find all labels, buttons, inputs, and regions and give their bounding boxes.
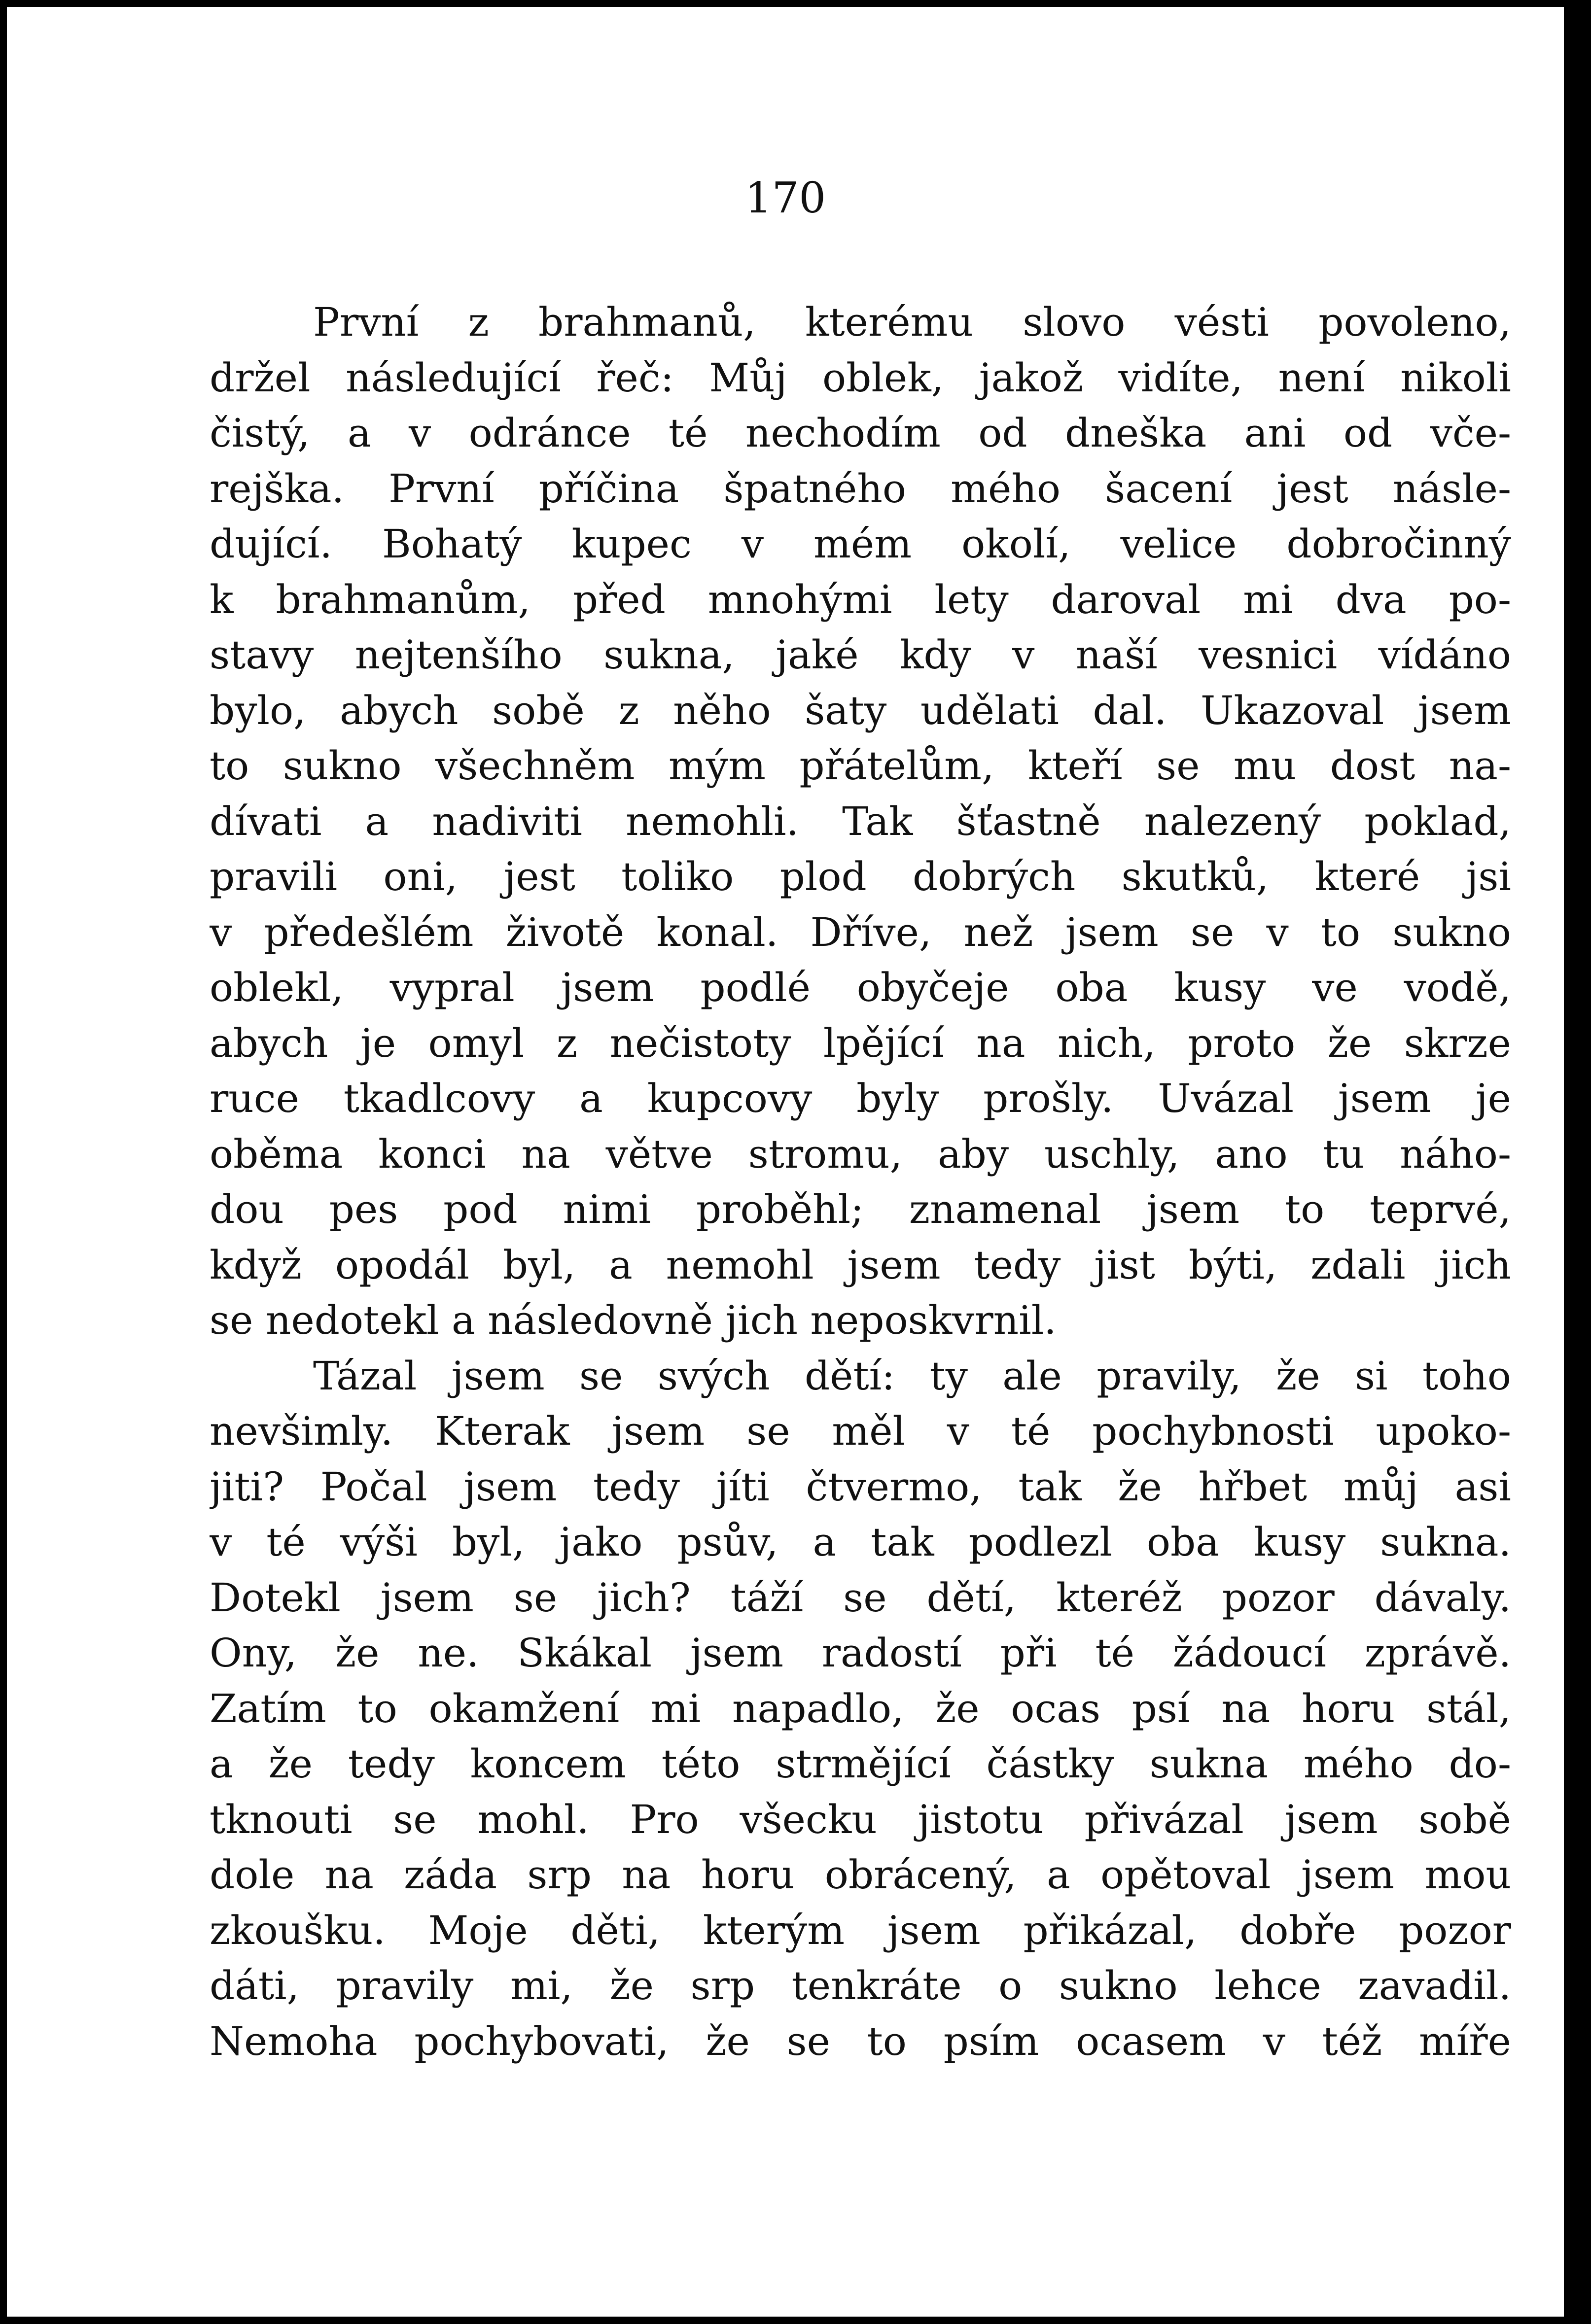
text-line: pravili oni, jest toliko plod dobrých skutků, které jsi	[210, 854, 1511, 900]
text-line: Zatím to okamžení mi napadlo, že ocas psí na horu stál,	[210, 1685, 1511, 1732]
text-line: čistý, a v odránce té nechodím od dneška ani od vče-	[210, 410, 1511, 456]
text-line: Dotekl jsem se jich? táží se dětí, kteréž pozor dávaly.	[210, 1574, 1511, 1621]
book-page	[7, 7, 1564, 2317]
text-line: se nedotekl a následovně jich neposkvrnil.	[210, 1297, 1057, 1343]
text-line: rejška. První příčina špatného mého šacení jest násle-	[210, 465, 1511, 512]
text-line: když opodál byl, a nemohl jsem tedy jist býti, zdali jich	[210, 1242, 1511, 1288]
text-line: dou pes pod nimi proběhl; znamenal jsem to teprvé,	[210, 1186, 1511, 1232]
text-line: dívati a nadiviti nemohli. Tak šťastně nalezený poklad,	[210, 798, 1511, 844]
text-line: Ony, že ne. Skákal jsem radostí při té žádoucí zprávě.	[210, 1630, 1511, 1676]
text-line: jiti? Počal jsem tedy jíti čtvermo, tak že hřbet můj asi	[210, 1463, 1511, 1510]
text-line: držel následující řeč: Můj oblek, jakož vidíte, není nikoli	[210, 354, 1511, 401]
text-line: v předešlém životě konal. Dříve, než jsem se v to sukno	[210, 909, 1511, 955]
text-line: tknouti se mohl. Pro všecku jistotu přivázal jsem sobě	[210, 1796, 1511, 1842]
text-line: v té výši byl, jako psův, a tak podlezl oba kusy sukna.	[210, 1519, 1511, 1565]
text-line: to sukno všechněm mým přátelům, kteří se mu dost na-	[210, 743, 1511, 789]
text-line: Nemoha pochybovati, že se to psím ocasem v též míře	[210, 2018, 1511, 2064]
text-line: stavy nejtenšího sukna, jaké kdy v naší vesnici vídáno	[210, 632, 1511, 678]
text-line: abych je omyl z nečistoty lpějící na nich, proto že skrze	[210, 1020, 1511, 1066]
text-line: oběma konci na větve stromu, aby uschly, ano tu náho-	[210, 1131, 1511, 1177]
text-line: nevšimly. Kterak jsem se měl v té pochybnosti upoko-	[210, 1408, 1511, 1454]
page-number: 170	[744, 173, 826, 223]
text-line: dující. Bohatý kupec v mém okolí, velice dobročinný	[210, 521, 1511, 567]
body-text	[210, 295, 1511, 2069]
text-line: dáti, pravily mi, že srp tenkráte o sukno lehce zavadil.	[210, 1963, 1511, 2009]
text-line: oblekl, vypral jsem podlé obyčeje oba kusy ve vodě,	[210, 965, 1511, 1010]
text-line: zkoušku. Moje děti, kterým jsem přikázal, dobře pozor	[210, 1907, 1511, 1953]
text-line: Tázal jsem se svých dětí: ty ale pravily, že si toho	[313, 1353, 1511, 1399]
text-line: První z brahmanů, kterému slovo vésti povoleno,	[313, 299, 1511, 345]
text-line: dole na záda srp na horu obrácený, a opětoval jsem mou	[210, 1852, 1511, 1898]
text-line: a že tedy koncem této strmějící částky sukna mého do-	[210, 1741, 1511, 1787]
text-line: k brahmanům, před mnohými lety daroval mi dva po-	[210, 576, 1511, 623]
text-line: bylo, abych sobě z něho šaty udělati dal. Ukazoval jsem	[210, 687, 1511, 733]
text-line: ruce tkadlcovy a kupcovy byly prošly. Uvázal jsem je	[210, 1075, 1511, 1121]
